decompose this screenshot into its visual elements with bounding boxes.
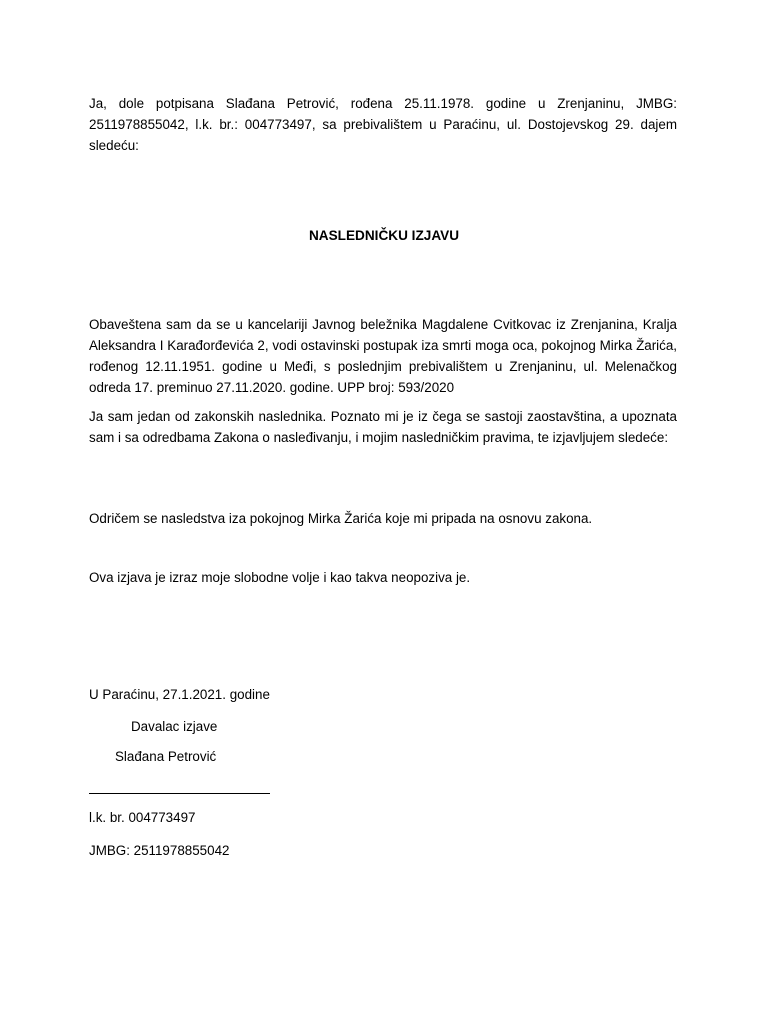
heir-paragraph: Ja sam jedan od zakonskih naslednika. Poznato mi je iz čega se sastoji zaostavština, a upoznata sam i sa odredbama Zakona o nasleđivanju, i mojim nasledničkim pravima, te izjavljujem sledeće:: [89, 409, 677, 445]
id-card-number: l.k. br. 004773497: [89, 810, 196, 825]
place-and-date: U Paraćinu, 27.1.2021. godine: [89, 687, 270, 702]
document-title: NASLEDNIČKU IZJAVU: [308, 228, 460, 243]
intro-paragraph: Ja, dole potpisana Slađana Petrović, rođena 25.11.1978. godine u Zrenjaninu, JMBG: 2511978855042, l.k. br.: 004773497, sa prebivalištem u Paraćinu, ul. Dostojevskog 29. dajem sledeću:: [89, 96, 677, 153]
jmbg-number: JMBG: 2511978855042: [89, 843, 230, 858]
declarant-name: Slađana Petrović: [115, 749, 217, 764]
notice-paragraph: Obaveštena sam da se u kancelariji Javnog beležnika Magdalene Cvitkovac iz Zrenjanina, Kralja Aleksandra I Karađorđevića 2, vodi ostavinski postupak iza smrti moga oca, pokojnog Mirka Žarića, rođenog 12.11.1951. godine u Međi, s poslednjim prebivalištem u Zrenjaninu, ul. Melenačkog odreda 17. preminuo 27.11.2020. godine. UPP broj: 593/2020: [89, 317, 677, 395]
free-will-statement: Ova izjava je izraz moje slobodne volje i kao takva neopoziva je.: [89, 570, 471, 585]
declarant-label: Davalac izjave: [131, 719, 218, 734]
renunciation-statement: Odričem se nasledstva iza pokojnog Mirka Žarića koje mi pripada na osnovu zakona.: [89, 511, 593, 526]
signature-line: [89, 793, 270, 794]
